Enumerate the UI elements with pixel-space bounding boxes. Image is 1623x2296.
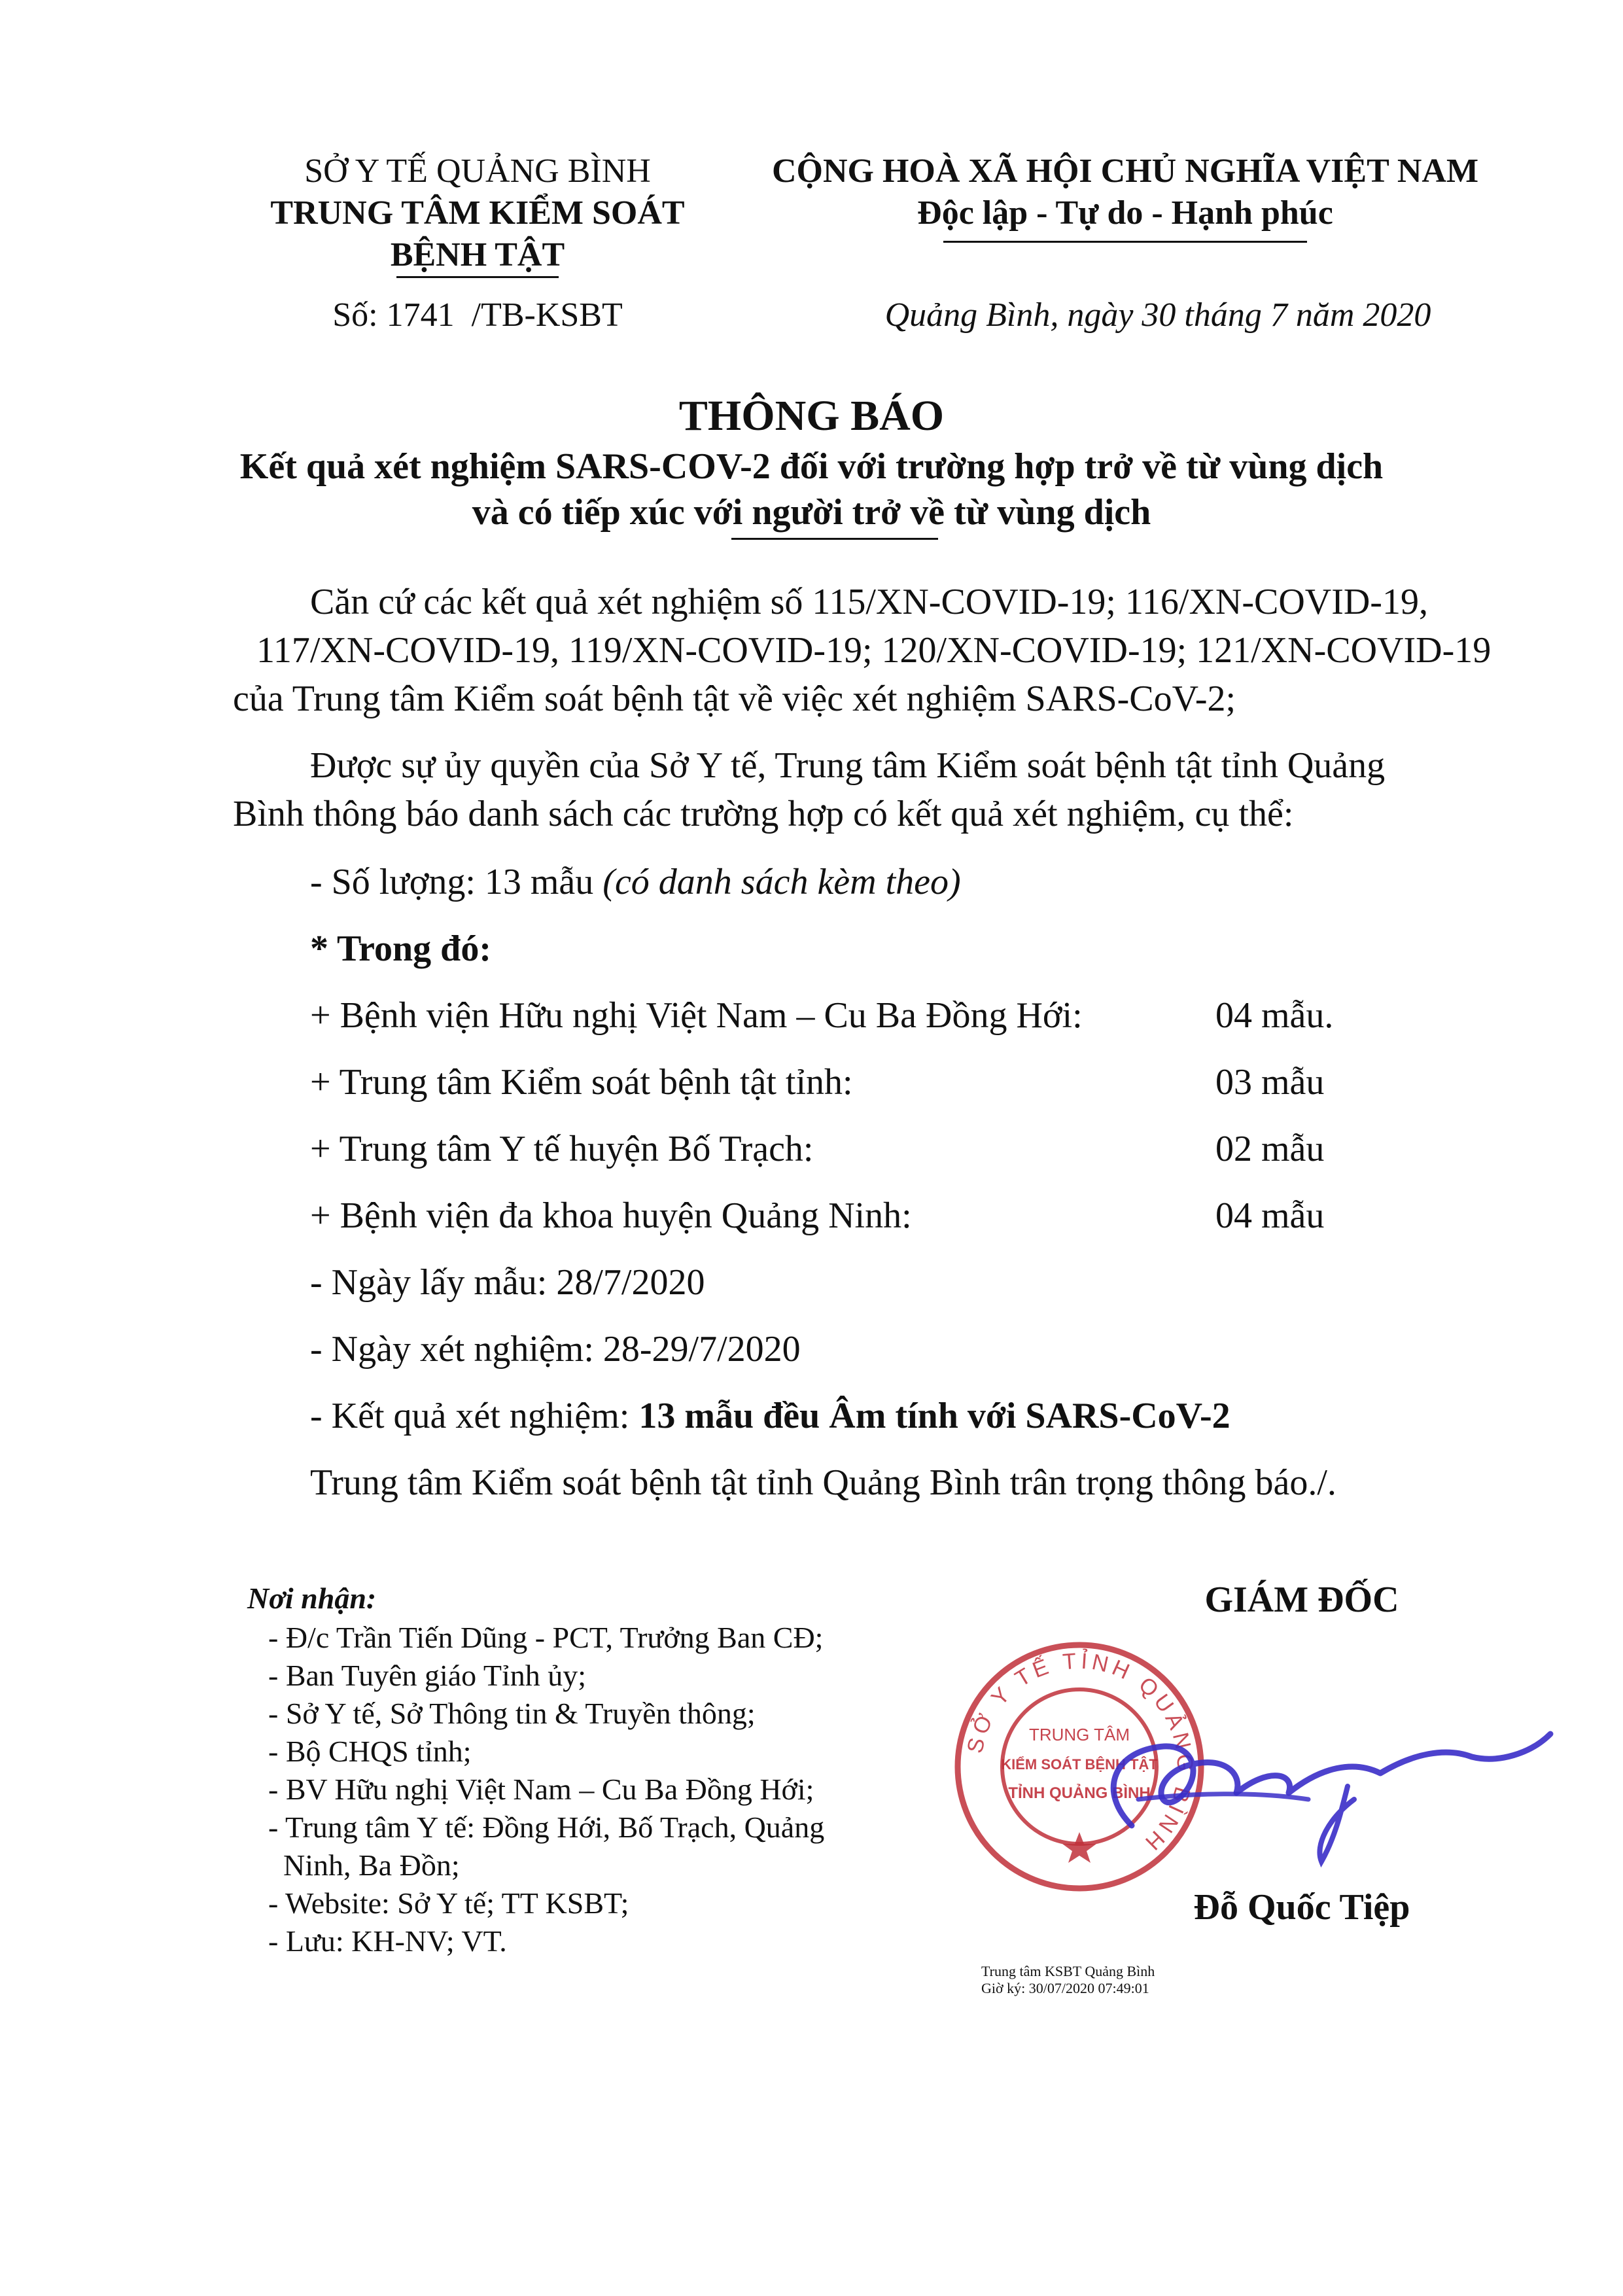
breakdown-count-3: 02 mẫu: [1215, 1129, 1325, 1169]
test-result-value: 13 mẫu đều Âm tính với SARS-CoV-2: [638, 1396, 1230, 1436]
breakdown-heading: * Trong đó:: [310, 928, 491, 969]
seal-center-line-3: TỈNH QUẢNG BÌNH: [1008, 1784, 1151, 1802]
document-number: Số: 1741 /TB-KSBT: [332, 296, 623, 334]
seal-center-line-1: TRUNG TÂM: [1028, 1725, 1130, 1744]
basis-line-3: của Trung tâm Kiểm soát bệnh tật về việc xét nghiệm SARS-CoV-2;: [233, 679, 1236, 719]
sample-quantity: [310, 858, 961, 906]
recipients-heading: Nơi nhận:: [247, 1581, 377, 1615]
basis-line-2: 117/XN-COVID-19, 119/XN-COVID-19; 120/XN-COVID-19; 121/XN-COVID-19: [256, 630, 1492, 671]
issuer-unit-line2: BỆNH TẬT: [390, 236, 565, 274]
issuer-agency: SỞ Y TẾ QUẢNG BÌNH: [304, 152, 651, 190]
digital-signature-time: Giờ ký: 30/07/2020 07:49:01: [981, 1980, 1149, 1996]
sample-quantity-label: - Số lượng: 13 mẫu: [310, 862, 603, 902]
digital-signature-info: [981, 1963, 1155, 1997]
authorization-line-2: Bình thông báo danh sách các trường hợp có kết quả xét nghiệm, cụ thể:: [233, 794, 1294, 834]
recipient-item: - Trung tâm Y tế: Đồng Hới, Bố Trạch, Quảng: [268, 1810, 825, 1844]
breakdown-row-2: + Trung tâm Kiểm soát bệnh tật tỉnh:: [310, 1062, 853, 1103]
issuer-underline: [396, 276, 559, 278]
recipient-item: - Sở Y tế, Sở Thông tin & Truyền thông;: [268, 1697, 756, 1730]
document-heading: THÔNG BÁO: [678, 392, 945, 440]
recipient-item: - Đ/c Trần Tiến Dũng - PCT, Trưởng Ban CĐ;: [268, 1621, 824, 1654]
sampling-date: - Ngày lấy mẫu: 28/7/2020: [310, 1262, 705, 1303]
breakdown-row-4: + Bệnh viện đa khoa huyện Quảng Ninh:: [310, 1195, 912, 1236]
signer-name: Đỗ Quốc Tiệp: [1193, 1887, 1410, 1928]
recipient-item: - Bộ CHQS tỉnh;: [268, 1735, 472, 1768]
recipient-item: - Lưu: KH-NV; VT.: [268, 1924, 507, 1958]
document-subtitle-line1: Kết quả xét nghiệm SARS-COV-2 đối với trường hợp trở về từ vùng dịch: [239, 446, 1384, 487]
recipient-item: - Ban Tuyên giáo Tỉnh ủy;: [268, 1659, 587, 1692]
national-motto: Độc lập - Tự do - Hạnh phúc: [917, 194, 1333, 232]
breakdown-count-2: 03 mẫu: [1215, 1062, 1325, 1103]
seal-ring-text: SỞ Y TẾ TỈNH QUẢNG BÌNH: [962, 1648, 1198, 1858]
document-subtitle-line2: và có tiếp xúc với người trở về từ vùng dịch: [472, 492, 1151, 533]
recipient-item: - Website: Sở Y tế; TT KSBT;: [268, 1886, 629, 1920]
digital-signature-signer: Trung tâm KSBT Quảng Bình: [981, 1963, 1155, 1979]
sample-quantity-note: (có danh sách kèm theo): [602, 862, 961, 902]
breakdown-count-1: 04 mẫu.: [1215, 995, 1334, 1036]
recipient-item: Ninh, Ba Đồn;: [268, 1848, 460, 1882]
motto-underline: [943, 241, 1307, 243]
breakdown-count-4: 04 mẫu: [1215, 1195, 1325, 1236]
subtitle-underline: [731, 538, 938, 540]
closing-statement: Trung tâm Kiểm soát bệnh tật tỉnh Quảng Bình trân trọng thông báo./.: [310, 1462, 1336, 1503]
recipient-item: - BV Hữu nghị Việt Nam – Cu Ba Đồng Hới;: [268, 1773, 814, 1806]
handwritten-signature: [1073, 1701, 1557, 1871]
test-result-label: - Kết quả xét nghiệm:: [310, 1396, 639, 1436]
breakdown-row-1: + Bệnh viện Hữu nghị Việt Nam – Cu Ba Đồng Hới:: [310, 995, 1083, 1036]
signer-position: GIÁM ĐỐC: [1204, 1580, 1399, 1620]
authorization-line-1: Được sự ủy quyền của Sở Y tế, Trung tâm Kiểm soát bệnh tật tỉnh Quảng: [310, 745, 1386, 786]
seal-center-line-2: KIỂM SOÁT BỆNH TẬT: [1001, 1756, 1158, 1773]
country-name: CỘNG HOÀ XÃ HỘI CHỦ NGHĨA VIỆT NAM: [771, 152, 1479, 190]
breakdown-row-3: + Trung tâm Y tế huyện Bố Trạch:: [310, 1129, 814, 1169]
basis-line-1: Căn cứ các kết quả xét nghiệm số 115/XN-COVID-19; 116/XN-COVID-19,: [310, 582, 1428, 622]
issuer-unit-line1: TRUNG TÂM KIỂM SOÁT: [270, 194, 685, 232]
place-and-date: Quảng Bình, ngày 30 tháng 7 năm 2020: [884, 296, 1431, 334]
testing-date: - Ngày xét nghiệm: 28-29/7/2020: [310, 1329, 801, 1369]
test-result: [310, 1392, 1230, 1439]
